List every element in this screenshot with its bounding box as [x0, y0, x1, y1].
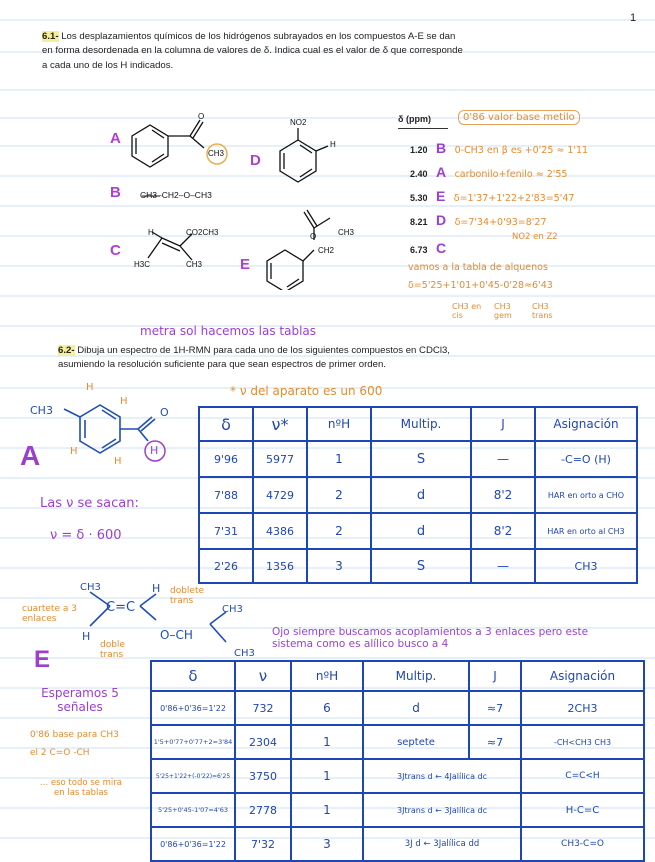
table-a-cell: 5977 [253, 441, 307, 477]
delta-header-note: 0'86 valor base metilo [458, 110, 580, 125]
delta-letter: E [435, 188, 446, 204]
table-a-cell: S [371, 441, 471, 477]
table-a-cell: d [371, 513, 471, 549]
part-e-eso: ... eso todo se mira en las tablas [40, 778, 122, 798]
compound-a-oxygen: O [198, 112, 205, 121]
compound-c-ch3: CH3 [186, 260, 203, 269]
q62-line1: Dibuja un espectro de 1H-RMN para cada uno de los siguientes compuestos en CDCl3, [77, 345, 450, 356]
compound-c-co2ch3: CO2CH3 [186, 228, 219, 237]
delta-letter: C [435, 240, 447, 256]
delta-value: 5.30 [410, 193, 428, 203]
table-a-cell: 1356 [253, 549, 307, 583]
compound-b-letter: B [110, 184, 121, 201]
compound-a-structure [132, 120, 204, 167]
table-a-header: J [471, 407, 535, 441]
table-e-cell: ≈7 [469, 691, 521, 725]
page-number: 1 [630, 12, 637, 24]
table-e-cell: 1'5+0'77+0'77+2=3'84 [151, 725, 235, 759]
compound-e-ch2: CH2 [318, 246, 335, 255]
table-a-header: Multip. [371, 407, 471, 441]
table-a-cell: HAR en orto a CHO [535, 477, 637, 513]
table-a-cell: 9'96 [199, 441, 253, 477]
delta-c-formula: δ=5'25+1'01+0'45-0'28≈6'43 [408, 280, 553, 291]
table-e-cell: -CH<CH3 CH3 [521, 725, 644, 759]
part-e-doblete-trans-1: doblete trans [170, 586, 205, 606]
delta-note: carbonilo+fenilo ≈ 2'55 [454, 169, 568, 180]
delta-row-2 [410, 164, 650, 184]
part-e-och: O–CH [160, 628, 193, 642]
table-e [150, 660, 645, 862]
table-e-cell: H-C=C [521, 793, 644, 827]
table-e-cell: 3Jtrans d ← 4Jalílica dc [363, 759, 521, 793]
table-e-cell: 3750 [235, 759, 291, 793]
compound-d-structure [280, 128, 328, 182]
table-e-cell: 2778 [235, 793, 291, 827]
table-a-cell: CH3 [535, 549, 637, 583]
part-a-molecule [20, 385, 190, 475]
table-e-cell: C=C<H [521, 759, 644, 793]
table-a [198, 406, 638, 584]
table-a-cell: HAR en orto al CH3 [535, 513, 637, 549]
delta-row-3 [410, 188, 650, 208]
part-e-base: 0'86 base para CH3 [30, 730, 119, 740]
delta-c-tag-1: CH3 en cis [452, 302, 482, 320]
delta-letter: B [435, 140, 447, 156]
part-a-o: O [160, 406, 169, 419]
table-e-cell: 732 [235, 691, 291, 725]
question-line2: en forma desordenada en la columna de valores de δ. Indica cual es el valor de δ que corresponde [42, 45, 463, 57]
part-e-el2: el 2 C=O -CH [30, 748, 90, 758]
table-a-cell: — [471, 441, 535, 477]
part-e-doblete-trans-2: doble trans [100, 640, 125, 660]
table-a-cell: 8'2 [471, 477, 535, 513]
table-a-cell: 8'2 [471, 513, 535, 549]
delta-value: 1.20 [410, 145, 428, 155]
compound-d-letter: D [250, 152, 261, 169]
table-a-cell: 3 [307, 549, 371, 583]
q62-annotation: metra sol hacemos las tablas [140, 324, 317, 338]
delta-value: 6.73 [410, 245, 428, 255]
table-e-header: Asignación [521, 661, 644, 691]
table-e-header: ν [235, 661, 291, 691]
table-e-cell: 5'25+0'45-1'07=4'63 [151, 793, 235, 827]
table-a-header: ν* [253, 407, 307, 441]
question-number: 6.1- [42, 31, 59, 42]
table-a-cell: 2 [307, 477, 371, 513]
table-e-cell: septete [363, 725, 469, 759]
question-6-1 [42, 30, 602, 73]
table-e-header: nºH [291, 661, 363, 691]
compound-d-h: H [330, 140, 336, 149]
table-a-cell: 4386 [253, 513, 307, 549]
table-a-cell: S [371, 549, 471, 583]
delta-c-tag-3: CH3 trans [532, 302, 553, 320]
question-line3: a cada uno de los H indicados. [42, 59, 174, 71]
delta-row-5 [410, 240, 650, 260]
part-e-ch3-c: CH3 [234, 648, 255, 659]
table-a-header: Asignación [535, 407, 637, 441]
part-a-letter: A [20, 440, 41, 471]
table-e-header: Multip. [363, 661, 469, 691]
part-e-cuartete: cuartete a 3 enlaces [22, 604, 77, 624]
q62-line2: asumiendo la resolución suficiente para que sean espectros de primer orden. [58, 359, 386, 371]
table-e-cell: 0'86+0'36=1'22 [151, 691, 235, 725]
part-e-cc: C=C [106, 600, 136, 615]
part-e-esperamos: Esperamos 5 señales [41, 686, 119, 714]
compound-e-letter: E [240, 256, 251, 273]
table-a-cell: d [371, 477, 471, 513]
part-a-note-1: Las ν se sacan: [40, 496, 139, 511]
table-e-cell: 3Jtrans d ← 3Jalílica dc [363, 793, 521, 827]
table-e-header: J [469, 661, 521, 691]
compound-a-ch3: CH3 [208, 149, 225, 158]
part-e-ojo: Ojo siempre buscamos acoplamientos a 3 enlaces pero este sistema como es alílico busco a 4 [272, 626, 589, 650]
table-e-cell: 7'32 [235, 827, 291, 861]
compound-e-ch3: CH3 [338, 228, 355, 237]
table-e-cell: 1 [291, 793, 363, 827]
part-e-letter: E [34, 646, 51, 673]
question-line1: Los desplazamientos químicos de los hidrógenos subrayados en los compuestos A-E se dan [61, 31, 456, 42]
part-a-ch3: CH3 [30, 404, 53, 417]
part-a-h3: H [70, 446, 78, 457]
compound-c-h: H [148, 228, 154, 237]
table-a-cell: 4729 [253, 477, 307, 513]
part-a-h2: H [120, 396, 128, 407]
delta-c-tag-2: CH3 gem [494, 302, 512, 320]
compound-d-no2: NO2 [290, 118, 307, 127]
part-a-h1: H [86, 382, 94, 393]
part-e-h1: H [152, 582, 161, 595]
table-e-cell: 1 [291, 725, 363, 759]
delta-row-1 [410, 140, 650, 160]
compound-c-h3c: H3C [134, 260, 151, 269]
table-e-cell: d [363, 691, 469, 725]
delta-header: δ (ppm) [398, 114, 431, 124]
table-e-cell: CH3-C=O [521, 827, 644, 861]
delta-note: δ=1'37+1'22+2'83=5'47 [453, 193, 575, 204]
table-a-cell: 7'31 [199, 513, 253, 549]
delta-row-4 [410, 212, 650, 232]
compound-e-o: O [310, 232, 317, 241]
table-a-header: nºH [307, 407, 371, 441]
delta-letter: D [435, 212, 447, 228]
delta-value: 8.21 [410, 217, 428, 227]
table-e-cell: 6 [291, 691, 363, 725]
delta-sub-d: NO2 en Z2 [512, 232, 558, 242]
table-e-cell: 3J d ← 3Jalílica dd [363, 827, 521, 861]
table-e-cell: 2304 [235, 725, 291, 759]
table-a-cell: 2'26 [199, 549, 253, 583]
table-a-cell: 7'88 [199, 477, 253, 513]
table-a-cell: -C=O (H) [535, 441, 637, 477]
q62-number: 6.2- [58, 345, 75, 356]
question-6-2 [58, 344, 618, 373]
table-e-header: δ [151, 661, 235, 691]
table-a-header: δ [199, 407, 253, 441]
compound-b-formula: CH3–CH2–O–CH3 [140, 190, 212, 200]
part-e-h2: H [82, 630, 91, 643]
delta-note: 0-CH3 en β es +0'25 ≈ 1'11 [454, 145, 589, 156]
table-e-cell: 0'86+0'36=1'22 [151, 827, 235, 861]
table-e-cell: 1 [291, 759, 363, 793]
part-a-cho-h: H [150, 444, 159, 457]
delta-row-5-note: vamos a la tabla de alquenos [408, 262, 548, 273]
delta-value: 2.40 [410, 169, 428, 179]
table-a-cell: 1 [307, 441, 371, 477]
table-e-cell: 2CH3 [521, 691, 644, 725]
part-e-ch3-b: CH3 [222, 604, 243, 615]
delta-note: δ=7'34+0'93=8'27 [454, 217, 547, 228]
table-a-cell: — [471, 549, 535, 583]
table-a-cell: 2 [307, 513, 371, 549]
part-e-ch3-a: CH3 [80, 582, 101, 593]
part-a-h4: H [114, 456, 122, 467]
part-a-note-2: ν = δ · 600 [50, 528, 122, 543]
table-e-cell: 3 [291, 827, 363, 861]
compound-a-letter: A [110, 130, 121, 147]
table-e-cell: ≈7 [469, 725, 521, 759]
delta-letter: A [435, 164, 447, 180]
q62-aparato: * ν del aparato es un 600 [230, 384, 383, 398]
table-e-cell: 5'25+1'22+(-0'22)=6'25 [151, 759, 235, 793]
compound-c-letter: C [110, 242, 121, 259]
